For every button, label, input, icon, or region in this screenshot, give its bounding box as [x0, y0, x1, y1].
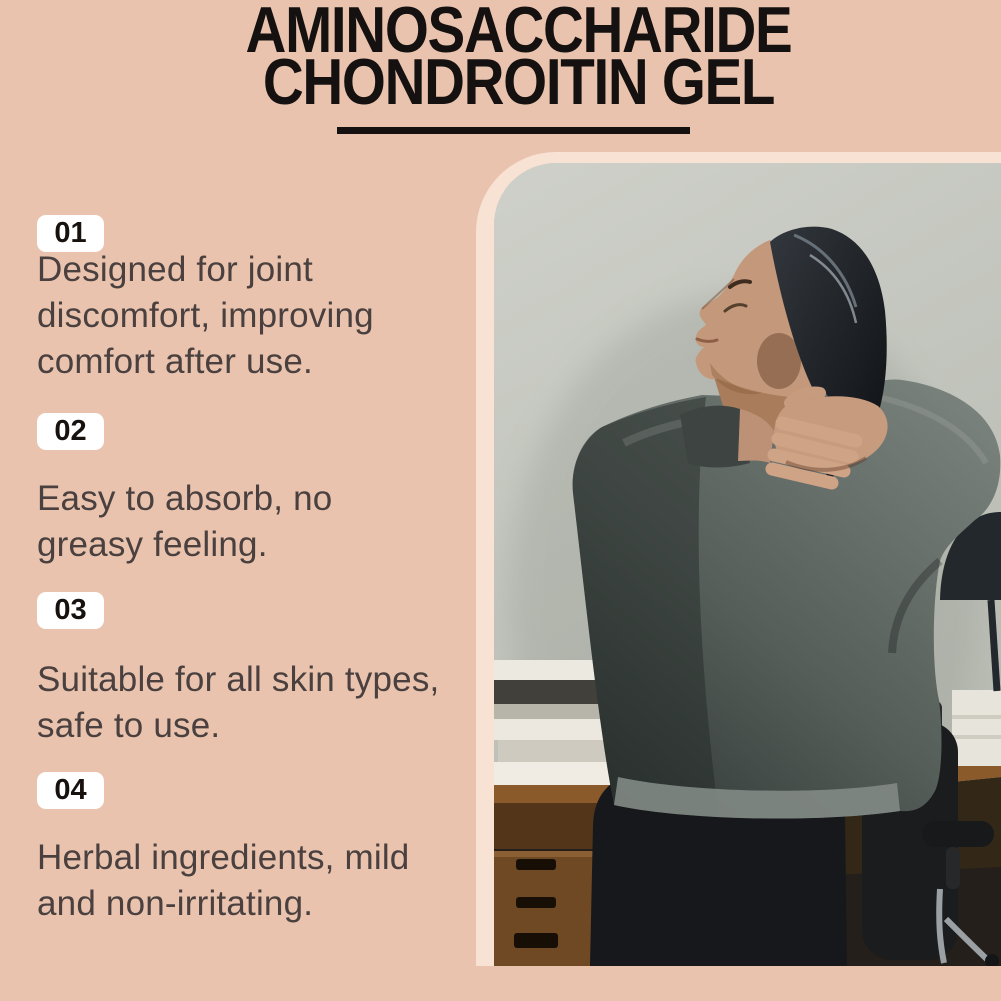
paper-box	[952, 690, 1001, 766]
photo-illustration	[494, 163, 1001, 966]
title-line-2: CHONDROITIN GEL	[262, 45, 775, 118]
feature-text: Easy to absorb, no greasy feeling.	[37, 479, 333, 564]
title-line-1: AMINOSACCHARIDE	[245, 0, 792, 66]
feature-number-badge: 01	[37, 215, 104, 252]
title-underline	[337, 127, 690, 134]
feature-text: Suitable for all skin types, safe to use.	[37, 660, 440, 745]
feature-text: Designed for joint discomfort, improving comfort after use.	[37, 250, 374, 381]
page-title	[83, 0, 954, 118]
product-photo	[494, 163, 1001, 966]
feature-number-badge: 02	[37, 413, 104, 450]
feature-number-badge: 04	[37, 772, 104, 809]
feature-text: Herbal ingredients, mild and non-irritating.	[37, 838, 410, 923]
ear-shadow	[757, 333, 801, 389]
feature-number-badge: 03	[37, 592, 104, 629]
